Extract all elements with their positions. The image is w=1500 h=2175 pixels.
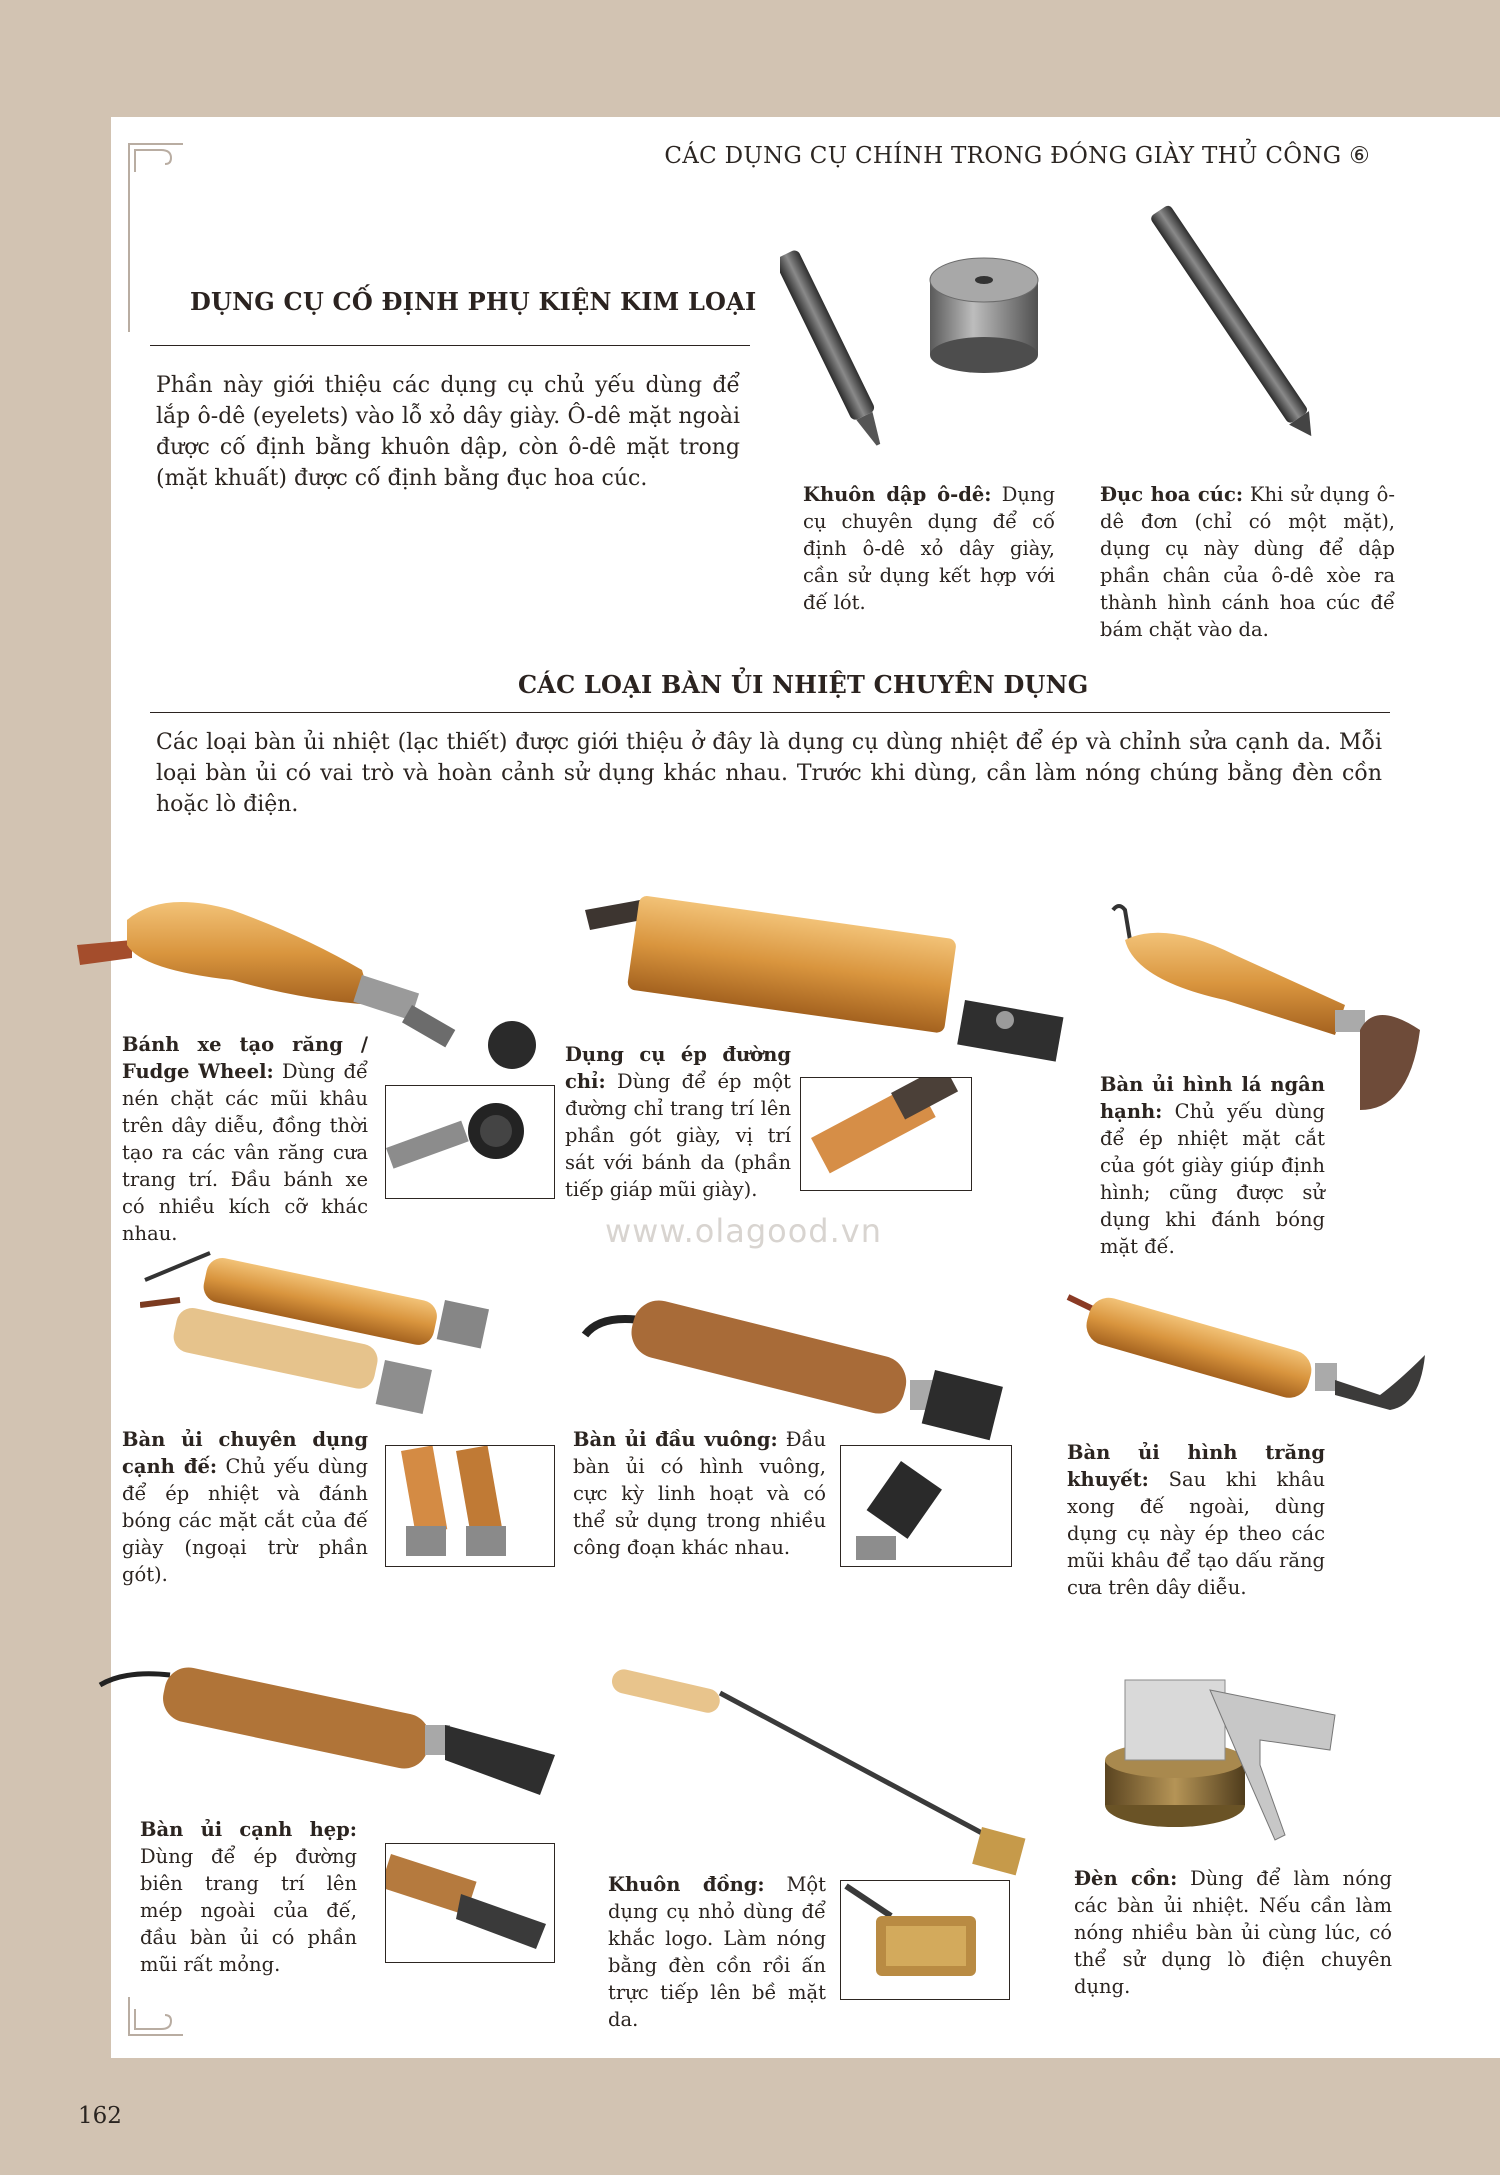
caption-edge-iron [122,1426,368,1588]
tool-name: Bàn ủi chuyên dụng cạnh đế: [122,1428,368,1478]
tool-name: Đục hoa cúc: [1100,483,1244,506]
tool-desc: Dùng để ép đường biên trang trí lên mép ngoài của đế, đầu bàn ủi có phần mũi rất mỏng. [140,1845,357,1976]
tool-name: Bánh xe tạo răng / Fudge Wheel: [122,1033,368,1083]
caption-stitch-creaser [565,1041,791,1203]
section2-rule [150,712,1390,713]
tool-name: Bàn ủi cạnh hẹp: [140,1818,357,1841]
section1-title: DỤNG CỤ CỐ ĐỊNH PHỤ KIỆN KIM LOẠI [190,287,757,316]
edge-iron-inset [385,1445,555,1567]
corner-ornament-top [121,132,191,332]
tool-name: Bàn ủi hình lá ngân hạnh: [1100,1073,1325,1123]
tool-desc: Dụng cụ chuyên dụng để cố định ô-dê xỏ dây giày, cần sử dụng kết hợp với đế lót. [803,483,1056,614]
caption-crescent-iron [1067,1439,1325,1601]
caption-square-iron [573,1426,826,1561]
tool-desc: Dùng để làm nóng các bàn ủi nhiệt. Nếu cần làm nóng nhiều bàn ủi cùng lúc, có thể sử dụng lò điện chuyên dụng. [1074,1867,1392,1998]
tool-name: Dụng cụ ép đường chỉ: [565,1043,791,1093]
tool-name: Đèn cồn: [1074,1867,1178,1890]
caption-flower-punch [1100,481,1395,643]
tool-desc: Dùng để ép một đường chỉ trang trí lên phần gót giày, vị trí sát với bánh da (phần tiếp giáp mũi giày). [565,1070,791,1201]
tool-name: Khuôn dập ô-dê: [803,483,992,506]
tool-name: Khuôn đồng: [608,1873,765,1896]
tool-desc: Khi sử dụng ô-dê đơn (chỉ có một mặt), dụng cụ này dùng để dập phần chân của ô-dê xòe ra thành hình cánh hoa cúc để bám chặt vào da. [1100,483,1395,641]
tool-name: Bàn ủi hình trăng khuyết: [1067,1441,1325,1491]
caption-spirit-lamp [1074,1865,1392,2000]
running-head: CÁC DỤNG CỤ CHÍNH TRONG ĐÓNG GIÀY THỦ CÔNG ⑥ [664,143,1370,169]
tool-desc: Chủ yếu dùng để ép nhiệt mặt cắt của gót giày giúp định hình; cũng được sử dụng khi đánh bóng mặt đế. [1100,1100,1325,1258]
section1-body: Phần này giới thiệu các dụng cụ chủ yếu dùng để lắp ô-dê (eyelets) vào lỗ xỏ dây giày. Ô-dê mặt ngoài được cố định bằng khuôn dập, còn ô-dê mặt trong (mặt khuất) được cố định bằng đục hoa cúc. [156,373,740,491]
square-iron-photo [580,1275,1030,1445]
square-iron-inset [840,1445,1012,1567]
tool-name: Bàn ủi đầu vuông: [573,1428,778,1451]
edge-iron-photo [140,1245,550,1425]
tool-desc: Đầu bàn ủi có hình vuông, cực kỳ linh hoạt và có thể sử dụng trong nhiều công đoạn khác nhau. [573,1428,826,1559]
flower-punch-photo [1105,195,1375,460]
page-number: 162 [78,2103,122,2129]
eyelet-setter-photo [780,230,1050,460]
narrow-edge-iron-inset [385,1843,555,1963]
section1-rule [150,345,750,346]
fudge-wheel-inset [385,1085,555,1199]
tool-desc: Dùng để nén chặt các mũi khâu trên dây diễu, đồng thời tạo ra các vân răng cưa trang trí. Đầu bánh xe có nhiều kích cỡ khác nhau. [122,1060,368,1245]
brass-stamp-inset [840,1880,1010,2000]
spirit-lamp-photo [1100,1660,1350,1850]
corner-ornament-bottom [121,1995,191,2045]
watermark: www.olagood.vn [605,1212,882,1250]
tool-desc: Một dụng cụ nhỏ dùng để khắc logo. Làm nóng bằng đèn cồn rồi ấn trực tiếp lên bề mặt da. [608,1873,826,2031]
stitch-creaser-inset [800,1077,972,1191]
caption-eyelet-setter [803,481,1055,616]
brass-stamp-photo [610,1655,1030,1880]
section2-body: Các loại bàn ủi nhiệt (lạc thiết) được giới thiệu ở đây là dụng cụ dùng nhiệt để ép và chỉnh sửa cạnh da. Mỗi loại bàn ủi có vai trò và hoàn cảnh sử dụng khác nhau. Trước khi dùng, cần làm nóng chúng bằng đèn cồn hoặc lò điện. [156,730,1382,817]
caption-brass-stamp [608,1871,826,2033]
caption-fudge-wheel [122,1031,368,1247]
caption-narrow-edge-iron [140,1816,357,1978]
tool-desc: Chủ yếu dùng để ép nhiệt và đánh bóng các mặt cắt của đế giày (ngoại trừ phần gót). [122,1455,368,1586]
section2-title: CÁC LOẠI BÀN ỦI NHIỆT CHUYÊN DỤNG [518,670,1089,699]
narrow-edge-iron-photo [95,1655,560,1825]
caption-ginkgo-iron [1100,1071,1325,1260]
tool-desc: Sau khi khâu xong đế ngoài, dùng dụng cụ này ép theo các mũi khâu để tạo dấu răng cưa trên dây diễu. [1067,1468,1325,1599]
